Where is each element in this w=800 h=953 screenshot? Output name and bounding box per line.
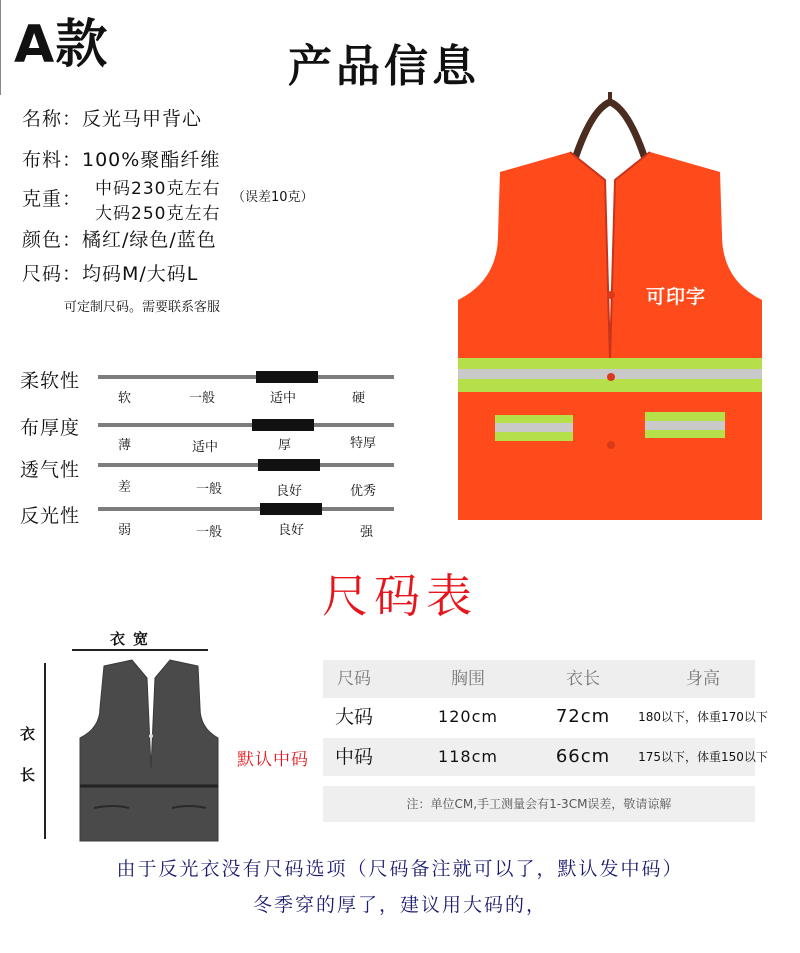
- scale-tick: 差: [118, 480, 132, 495]
- spec-weight-label: 克重：: [22, 188, 83, 210]
- button: [149, 734, 153, 738]
- size-chart-title: 尺码表: [322, 569, 478, 623]
- scale-tick: 软: [118, 391, 132, 406]
- vest-outline: [74, 658, 224, 843]
- spec-fabric: 布料：100%聚酯纤维: [22, 149, 221, 171]
- pocket-band-left: [495, 423, 573, 432]
- scale-tick: 一般: [196, 482, 223, 497]
- table-cell: 66cm: [555, 746, 611, 767]
- scale-tick: 薄: [118, 438, 132, 453]
- scale-softness: [98, 375, 394, 379]
- scale-tick: 适中: [192, 440, 219, 455]
- table-cell: 中码: [334, 746, 373, 768]
- table-header-row: [323, 660, 755, 698]
- button: [607, 441, 615, 449]
- vest-outline-body: [80, 660, 218, 841]
- hanger: [572, 102, 648, 168]
- spec-weight-medium: 中码230克左右: [95, 179, 221, 199]
- scale-marker: [256, 371, 318, 383]
- table-cell: 120cm: [438, 707, 498, 726]
- button: [607, 291, 615, 299]
- attr-label-softness: 柔软性: [20, 370, 81, 392]
- attr-label-reflectivity: 反光性: [20, 505, 81, 527]
- divider: [0, 0, 5, 95]
- scale-tick: 良好: [278, 523, 305, 538]
- length-line: [44, 663, 46, 839]
- scale-tick: 良好: [276, 484, 303, 499]
- table-cell: 大码: [334, 706, 373, 728]
- pocket-band-right: [645, 421, 725, 430]
- page-title: 产品信息: [288, 41, 480, 92]
- attr-label-thickness: 布厚度: [20, 417, 81, 439]
- table-cell: 175以下，体重150以下: [638, 750, 768, 764]
- default-size-label: 默认中码: [237, 750, 309, 770]
- spec-weight-note: （误差10克）: [232, 190, 314, 205]
- scale-marker: [252, 419, 314, 431]
- button: [607, 373, 615, 381]
- scale-marker: [260, 503, 322, 515]
- column-header: 胸围: [451, 669, 485, 689]
- column-header: 尺码: [337, 669, 371, 689]
- scale-marker: [258, 459, 320, 471]
- scale-tick: 一般: [189, 391, 216, 406]
- spec-size: 尺码：均码M/大码L: [22, 263, 199, 285]
- scale-tick: 弱: [118, 523, 132, 538]
- scale-breathability: [98, 463, 394, 467]
- scale-thickness: [98, 423, 394, 427]
- scale-tick: 厚: [278, 438, 292, 453]
- scale-tick: 强: [360, 525, 374, 540]
- spec-color: 颜色：橘红/绿色/蓝色: [22, 229, 217, 251]
- bottom-note: 由于反光衣没有尺码选项（尺码备注就可以了，默认发中码）: [116, 858, 684, 880]
- spec-name: 名称：反光马甲背心: [22, 108, 203, 130]
- table-cell: 118cm: [438, 747, 498, 766]
- product-image: [440, 90, 785, 545]
- table-cell: 72cm: [555, 706, 611, 727]
- table-row: [323, 698, 768, 736]
- width-label: 衣宽: [110, 630, 157, 648]
- scale-tick: 一般: [196, 525, 223, 540]
- column-header: 身高: [686, 669, 720, 689]
- scale-tick: 适中: [270, 391, 297, 406]
- column-header: 衣长: [566, 669, 600, 689]
- scale-tick: 特厚: [350, 436, 377, 451]
- scale-tick: 硬: [352, 391, 366, 406]
- style-label: A款: [14, 15, 109, 75]
- scale-tick: 优秀: [350, 484, 377, 499]
- table-row: [323, 738, 768, 776]
- spec-weight-large: 大码250克左右: [95, 204, 221, 224]
- table-cell: 180以下，体重170以下: [638, 710, 768, 724]
- length-label-bottom: 长: [20, 766, 36, 784]
- reflective-vest-illustration: [440, 90, 785, 545]
- measurement-diagram: [20, 628, 244, 843]
- scale-reflectivity: [98, 507, 394, 511]
- print-label: 可印字: [646, 286, 707, 308]
- attr-label-breathability: 透气性: [20, 459, 81, 481]
- custom-size-note: 可定制尺码。需要联系客服: [64, 300, 221, 315]
- length-label-top: 衣: [20, 725, 36, 743]
- bottom-note: 冬季穿的厚了，建议用大码的，: [252, 894, 547, 916]
- unit-note: 注：单位CM,手工测量会有1-3CM误差，敬请谅解: [323, 786, 755, 822]
- width-line: [72, 649, 208, 651]
